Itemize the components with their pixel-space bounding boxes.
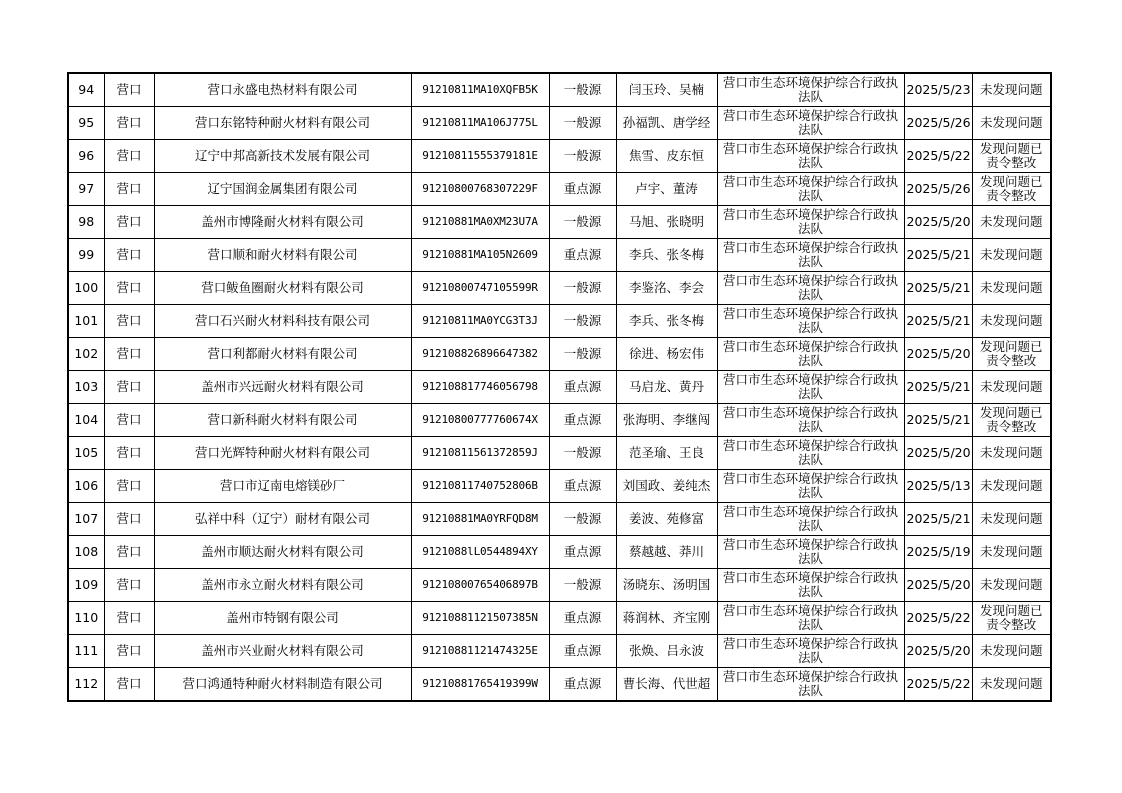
table-row — [68, 569, 1051, 602]
company-name-cell: 盖州市兴业耐火材料有限公司 — [154, 635, 411, 668]
company-name-cell: 盖州市顺达耐火材料有限公司 — [154, 536, 411, 569]
agency-cell: 营口市生态环境保护综合行政执法队 — [717, 602, 904, 635]
row-number-cell: 104 — [68, 404, 104, 437]
credit-code-cell: 91210881MA0YRFQD8M — [411, 503, 549, 536]
inspection-table — [67, 72, 1052, 702]
inspection-date-cell: 2025/5/21 — [904, 371, 972, 404]
row-number-cell: 95 — [68, 107, 104, 140]
result-cell: 未发现问题 — [972, 206, 1051, 239]
inspectors-cell: 闫玉玲、吴楠 — [616, 73, 717, 107]
company-name-cell: 辽宁国润金属集团有限公司 — [154, 173, 411, 206]
inspectors-cell: 徐进、杨宏伟 — [616, 338, 717, 371]
result-cell: 未发现问题 — [972, 107, 1051, 140]
source-type-cell: 重点源 — [549, 371, 616, 404]
inspectors-cell: 焦雪、皮东恒 — [616, 140, 717, 173]
source-type-cell: 重点源 — [549, 404, 616, 437]
city-cell: 营口 — [104, 404, 154, 437]
inspectors-cell: 张焕、吕永波 — [616, 635, 717, 668]
city-cell: 营口 — [104, 239, 154, 272]
result-cell: 未发现问题 — [972, 437, 1051, 470]
result-cell: 未发现问题 — [972, 239, 1051, 272]
agency-cell: 营口市生态环境保护综合行政执法队 — [717, 206, 904, 239]
agency-cell: 营口市生态环境保护综合行政执法队 — [717, 305, 904, 338]
inspection-date-cell: 2025/5/22 — [904, 668, 972, 702]
table-row — [68, 503, 1051, 536]
table-row — [68, 239, 1051, 272]
agency-cell: 营口市生态环境保护综合行政执法队 — [717, 437, 904, 470]
credit-code-cell: 91210881MA0XM23U7A — [411, 206, 549, 239]
inspectors-cell: 李兵、张冬梅 — [616, 239, 717, 272]
source-type-cell: 重点源 — [549, 635, 616, 668]
company-name-cell: 营口东铭特种耐火材料有限公司 — [154, 107, 411, 140]
table-row — [68, 173, 1051, 206]
source-type-cell: 重点源 — [549, 239, 616, 272]
inspectors-cell: 卢宇、董涛 — [616, 173, 717, 206]
source-type-cell: 一般源 — [549, 272, 616, 305]
company-name-cell: 盖州市特钢有限公司 — [154, 602, 411, 635]
table-row — [68, 404, 1051, 437]
city-cell: 营口 — [104, 305, 154, 338]
city-cell: 营口 — [104, 338, 154, 371]
city-cell: 营口 — [104, 140, 154, 173]
inspection-date-cell: 2025/5/26 — [904, 173, 972, 206]
inspection-date-cell: 2025/5/20 — [904, 437, 972, 470]
credit-code-cell: 91210800765406897B — [411, 569, 549, 602]
result-cell: 发现问题已责令整改 — [972, 173, 1051, 206]
inspection-date-cell: 2025/5/21 — [904, 239, 972, 272]
table-row — [68, 536, 1051, 569]
inspection-date-cell: 2025/5/22 — [904, 140, 972, 173]
credit-code-cell: 91210811555379181E — [411, 140, 549, 173]
table-row — [68, 338, 1051, 371]
result-cell: 发现问题已责令整改 — [972, 338, 1051, 371]
row-number-cell: 105 — [68, 437, 104, 470]
source-type-cell: 一般源 — [549, 140, 616, 173]
inspection-date-cell: 2025/5/23 — [904, 73, 972, 107]
result-cell: 未发现问题 — [972, 272, 1051, 305]
inspection-date-cell: 2025/5/20 — [904, 569, 972, 602]
company-name-cell: 营口鸿通特种耐火材料制造有限公司 — [154, 668, 411, 702]
credit-code-cell: 91210800747105599R — [411, 272, 549, 305]
table-row — [68, 140, 1051, 173]
company-name-cell: 营口鲅鱼圈耐火材料有限公司 — [154, 272, 411, 305]
company-name-cell: 营口永盛电热材料有限公司 — [154, 73, 411, 107]
agency-cell: 营口市生态环境保护综合行政执法队 — [717, 272, 904, 305]
credit-code-cell: 912108826896647382 — [411, 338, 549, 371]
table-row — [68, 437, 1051, 470]
table-row — [68, 371, 1051, 404]
agency-cell: 营口市生态环境保护综合行政执法队 — [717, 635, 904, 668]
inspectors-cell: 蔡越越、莽川 — [616, 536, 717, 569]
company-name-cell: 营口新科耐火材料有限公司 — [154, 404, 411, 437]
city-cell: 营口 — [104, 173, 154, 206]
row-number-cell: 97 — [68, 173, 104, 206]
row-number-cell: 94 — [68, 73, 104, 107]
row-number-cell: 100 — [68, 272, 104, 305]
inspectors-cell: 范圣瑜、王良 — [616, 437, 717, 470]
company-name-cell: 营口顺和耐火材料有限公司 — [154, 239, 411, 272]
credit-code-cell: 91210881774605679​8 — [411, 371, 549, 404]
result-cell: 发现问题已责令整改 — [972, 140, 1051, 173]
agency-cell: 营口市生态环境保护综合行政执法队 — [717, 404, 904, 437]
credit-code-cell: 91210881765419399W — [411, 668, 549, 702]
result-cell: 未发现问题 — [972, 371, 1051, 404]
inspectors-cell: 李兵、张冬梅 — [616, 305, 717, 338]
row-number-cell: 106 — [68, 470, 104, 503]
city-cell: 营口 — [104, 73, 154, 107]
result-cell: 未发现问题 — [972, 635, 1051, 668]
inspectors-cell: 曹长海、代世超 — [616, 668, 717, 702]
row-number-cell: 112 — [68, 668, 104, 702]
agency-cell: 营口市生态环境保护综合行政执法队 — [717, 503, 904, 536]
credit-code-cell: 91210811561372859J — [411, 437, 549, 470]
result-cell: 未发现问题 — [972, 305, 1051, 338]
inspectors-cell: 蒋润林、齐宝刚 — [616, 602, 717, 635]
city-cell: 营口 — [104, 635, 154, 668]
agency-cell: 营口市生态环境保护综合行政执法队 — [717, 668, 904, 702]
inspectors-cell: 姜波、苑修富 — [616, 503, 717, 536]
source-type-cell: 一般源 — [549, 338, 616, 371]
row-number-cell: 107 — [68, 503, 104, 536]
company-name-cell: 营口光辉特种耐火材料有限公司 — [154, 437, 411, 470]
company-name-cell: 营口石兴耐火材料科技有限公司 — [154, 305, 411, 338]
inspectors-cell: 马旭、张晓明 — [616, 206, 717, 239]
row-number-cell: 96 — [68, 140, 104, 173]
credit-code-cell: 91210881121507385N — [411, 602, 549, 635]
company-name-cell: 盖州市博隆耐火材料有限公司 — [154, 206, 411, 239]
table-row — [68, 668, 1051, 702]
city-cell: 营口 — [104, 107, 154, 140]
company-name-cell: 营口利都耐火材料有限公司 — [154, 338, 411, 371]
company-name-cell: 营口市辽南电熔镁砂厂 — [154, 470, 411, 503]
source-type-cell: 重点源 — [549, 602, 616, 635]
agency-cell: 营口市生态环境保护综合行政执法队 — [717, 173, 904, 206]
credit-code-cell: 91210811740752806B — [411, 470, 549, 503]
row-number-cell: 98 — [68, 206, 104, 239]
company-name-cell: 盖州市兴远耐火材料有限公司 — [154, 371, 411, 404]
source-type-cell: 一般源 — [549, 569, 616, 602]
credit-code-cell: 91210881121474325E — [411, 635, 549, 668]
table-row — [68, 635, 1051, 668]
inspection-date-cell: 2025/5/22 — [904, 602, 972, 635]
source-type-cell: 一般源 — [549, 107, 616, 140]
result-cell: 发现问题已责令整改 — [972, 602, 1051, 635]
city-cell: 营口 — [104, 371, 154, 404]
row-number-cell: 111 — [68, 635, 104, 668]
agency-cell: 营口市生态环境保护综合行政执法队 — [717, 470, 904, 503]
city-cell: 营口 — [104, 569, 154, 602]
source-type-cell: 重点源 — [549, 536, 616, 569]
inspection-date-cell: 2025/5/21 — [904, 503, 972, 536]
agency-cell: 营口市生态环境保护综合行政执法队 — [717, 338, 904, 371]
result-cell: 未发现问题 — [972, 668, 1051, 702]
table-row — [68, 107, 1051, 140]
city-cell: 营口 — [104, 668, 154, 702]
inspectors-cell: 汤晓东、汤明国 — [616, 569, 717, 602]
credit-code-cell: 91210811MA106J775L — [411, 107, 549, 140]
inspectors-cell: 刘国政、姜纯杰 — [616, 470, 717, 503]
table-row — [68, 602, 1051, 635]
source-type-cell: 一般源 — [549, 73, 616, 107]
table-row — [68, 470, 1051, 503]
source-type-cell: 一般源 — [549, 503, 616, 536]
inspection-date-cell: 2025/5/21 — [904, 305, 972, 338]
inspection-date-cell: 2025/5/19 — [904, 536, 972, 569]
row-number-cell: 102 — [68, 338, 104, 371]
inspection-date-cell: 2025/5/21 — [904, 272, 972, 305]
inspectors-cell: 李鉴洺、李会 — [616, 272, 717, 305]
result-cell: 未发现问题 — [972, 569, 1051, 602]
city-cell: 营口 — [104, 503, 154, 536]
city-cell: 营口 — [104, 272, 154, 305]
inspection-date-cell: 2025/5/21 — [904, 404, 972, 437]
result-cell: 未发现问题 — [972, 503, 1051, 536]
company-name-cell: 弘祥中科（辽宁）耐材有限公司 — [154, 503, 411, 536]
agency-cell: 营口市生态环境保护综合行政执法队 — [717, 569, 904, 602]
table-row — [68, 73, 1051, 107]
inspection-date-cell: 2025/5/13 — [904, 470, 972, 503]
city-cell: 营口 — [104, 470, 154, 503]
source-type-cell: 重点源 — [549, 668, 616, 702]
inspectors-cell: 张海明、李继闯 — [616, 404, 717, 437]
source-type-cell: 一般源 — [549, 305, 616, 338]
inspection-date-cell: 2025/5/20 — [904, 635, 972, 668]
credit-code-cell: 91210811MA10XQFB5K — [411, 73, 549, 107]
inspection-date-cell: 2025/5/20 — [904, 206, 972, 239]
table-row — [68, 272, 1051, 305]
result-cell: 发现问题已责令整改 — [972, 404, 1051, 437]
inspection-date-cell: 2025/5/26 — [904, 107, 972, 140]
row-number-cell: 99 — [68, 239, 104, 272]
credit-code-cell: 91210800768307229F — [411, 173, 549, 206]
source-type-cell: 一般源 — [549, 437, 616, 470]
table-row — [68, 206, 1051, 239]
inspectors-cell: 孙福凯、唐学经 — [616, 107, 717, 140]
source-type-cell: 重点源 — [549, 173, 616, 206]
city-cell: 营口 — [104, 602, 154, 635]
source-type-cell: 一般源 — [549, 206, 616, 239]
credit-code-cell: 91210881MA105N2609 — [411, 239, 549, 272]
agency-cell: 营口市生态环境保护综合行政执法队 — [717, 371, 904, 404]
result-cell: 未发现问题 — [972, 470, 1051, 503]
source-type-cell: 重点源 — [549, 470, 616, 503]
row-number-cell: 110 — [68, 602, 104, 635]
agency-cell: 营口市生态环境保护综合行政执法队 — [717, 140, 904, 173]
inspection-date-cell: 2025/5/20 — [904, 338, 972, 371]
city-cell: 营口 — [104, 536, 154, 569]
agency-cell: 营口市生态环境保护综合行政执法队 — [717, 73, 904, 107]
city-cell: 营口 — [104, 437, 154, 470]
company-name-cell: 盖州市永立耐火材料有限公司 — [154, 569, 411, 602]
result-cell: 未发现问题 — [972, 73, 1051, 107]
credit-code-cell: 9121088lL0544894XY — [411, 536, 549, 569]
city-cell: 营口 — [104, 206, 154, 239]
credit-code-cell: 91210800777760674X — [411, 404, 549, 437]
company-name-cell: 辽宁中邦高新技术发展有限公司 — [154, 140, 411, 173]
row-number-cell: 101 — [68, 305, 104, 338]
result-cell: 未发现问题 — [972, 536, 1051, 569]
agency-cell: 营口市生态环境保护综合行政执法队 — [717, 536, 904, 569]
row-number-cell: 108 — [68, 536, 104, 569]
credit-code-cell: 91210811MA0YCG3T3J — [411, 305, 549, 338]
row-number-cell: 109 — [68, 569, 104, 602]
agency-cell: 营口市生态环境保护综合行政执法队 — [717, 107, 904, 140]
table-row — [68, 305, 1051, 338]
agency-cell: 营口市生态环境保护综合行政执法队 — [717, 239, 904, 272]
inspectors-cell: 马启龙、黄丹 — [616, 371, 717, 404]
row-number-cell: 103 — [68, 371, 104, 404]
